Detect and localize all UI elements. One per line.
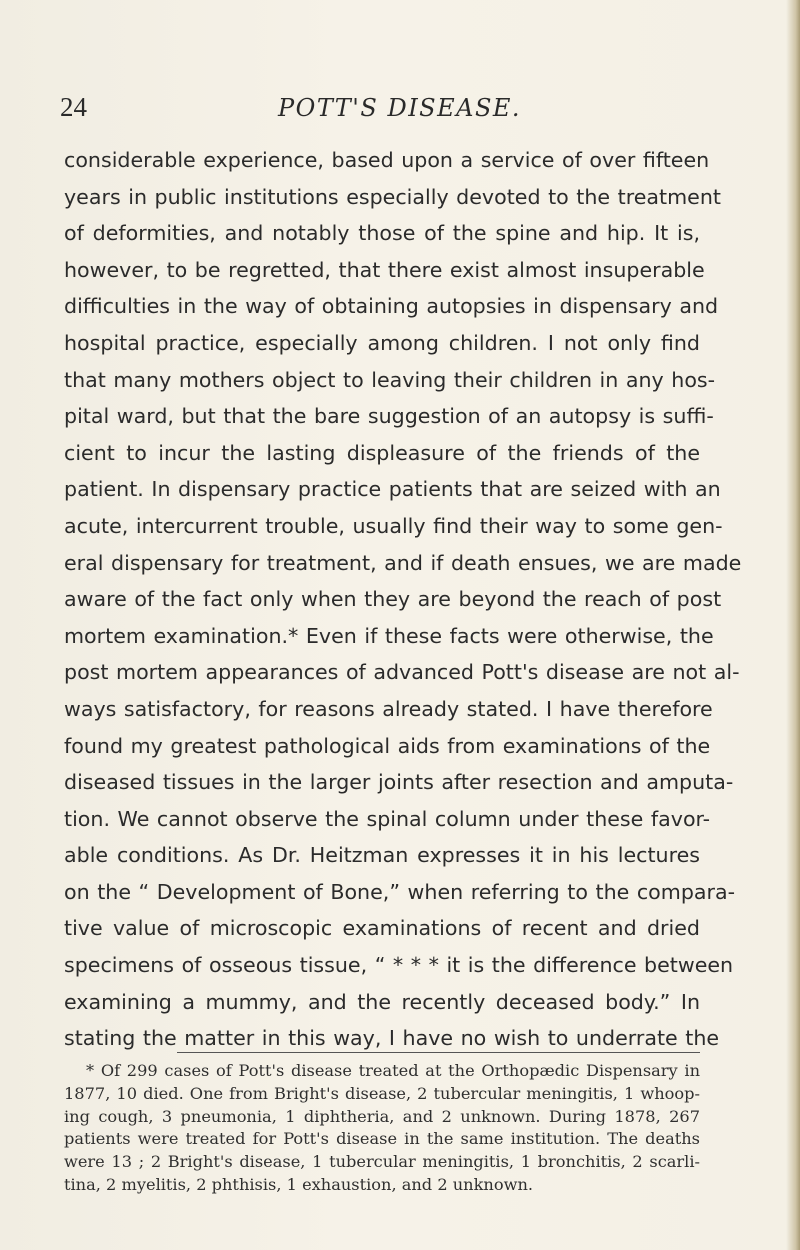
body-line: years in public institutions especially devoted to the treatment <box>64 184 721 209</box>
footnote-line: 1877, 10 died. One from Bright's disease, 2 tubercular meningitis, 1 whoop- <box>64 1083 700 1103</box>
body-line: on the “ Development of Bone,” when referring to the compara- <box>64 879 736 904</box>
body-line: specimens of osseous tissue, “ * * * it is the difference between <box>64 953 734 978</box>
footnote-line: tina, 2 myelitis, 2 phthisis, 1 exhaustion, and 2 unknown. <box>64 1174 534 1194</box>
body-line: that many mothers object to leaving their children in any hos- <box>64 367 716 392</box>
body-line: hospital practice, especially among children. I not only find <box>64 330 700 355</box>
body-line: cient to incur the lasting displeasure of the friends of the <box>64 440 700 465</box>
body-line: stating the matter in this way, I have no wish to underrate the <box>64 1026 720 1051</box>
body-line: found my greatest pathological aids from examinations of the <box>64 733 711 758</box>
page-edge-shadow <box>786 0 800 1250</box>
body-line: patient. In dispensary practice patients that are seized with an <box>64 477 721 502</box>
footnote-line: were 13 ; 2 Bright's disease, 1 tubercular meningitis, 1 bronchitis, 2 scarli- <box>64 1152 700 1172</box>
body-line: pital ward, but that the bare suggestion of an autopsy is suffi- <box>64 404 714 429</box>
footnote-divider <box>177 1052 700 1053</box>
footnote-line: patients were treated for Pott's disease in the same institution. The deaths <box>64 1129 700 1149</box>
body-line: diseased tissues in the larger joints after resection and amputa- <box>64 770 734 795</box>
body-line: able conditions. As Dr. Heitzman expresses it in his lectures <box>64 843 700 868</box>
body-text <box>64 142 742 1057</box>
footnote <box>64 1060 700 1197</box>
body-line: difficulties in the way of obtaining autopsies in dispensary and <box>64 294 719 319</box>
body-line: tion. We cannot observe the spinal column under these favor- <box>64 806 711 831</box>
body-line: tive value of microscopic examinations of recent and dried <box>64 916 700 941</box>
body-line: of deformities, and notably those of the spine and hip. It is, <box>64 221 700 246</box>
body-line: examining a mummy, and the recently deceased body.” In <box>64 989 700 1014</box>
body-line: acute, intercurrent trouble, usually find their way to some gen- <box>64 513 723 538</box>
body-line: considerable experience, based upon a service of over fifteen <box>64 148 710 172</box>
page-header <box>60 92 700 132</box>
body-line: aware of the fact only when they are beyond the reach of post <box>64 587 722 612</box>
page-number: 24 <box>60 92 87 122</box>
body-line: ways satisfactory, for reasons already stated. I have therefore <box>64 696 713 721</box>
running-title: POTT'S DISEASE. <box>278 94 522 122</box>
body-line: mortem examination.* Even if these facts were otherwise, the <box>64 623 714 648</box>
footnote-line: * Of 299 cases of Pott's disease treated at the Orthopædic Dispensary in <box>86 1061 700 1080</box>
footnote-line: ing cough, 3 pneumonia, 1 diphtheria, and 2 unknown. During 1878, 267 <box>64 1106 700 1126</box>
body-line: however, to be regretted, that there exist almost insuperable <box>64 257 705 282</box>
body-line: post mortem appearances of advanced Pott's disease are not al- <box>64 660 740 685</box>
body-line: eral dispensary for treatment, and if death ensues, we are made <box>64 550 742 575</box>
